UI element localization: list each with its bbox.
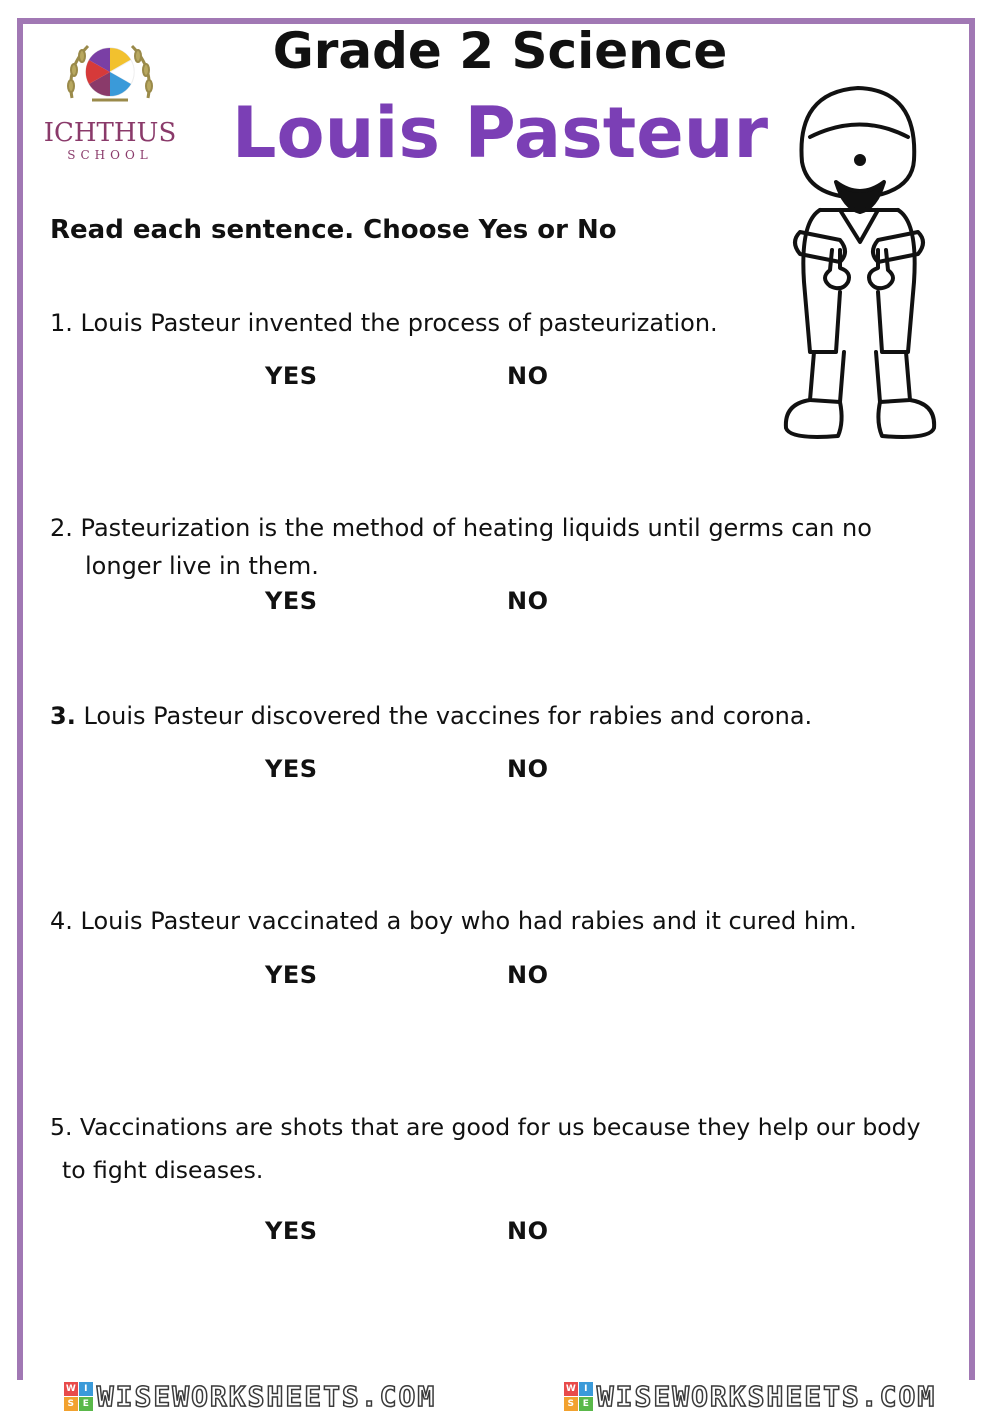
q5-no-option[interactable]: NO xyxy=(507,1217,549,1245)
q5-yes-option[interactable]: YES xyxy=(265,1217,318,1245)
question-text: Louis Pasteur discovered the vaccines for rabies and corona. xyxy=(83,702,813,730)
q2-no-option[interactable]: NO xyxy=(507,587,549,615)
footer-watermark xyxy=(0,1379,1000,1413)
question-text: Louis Pasteur invented the process of pasteurization. xyxy=(80,309,718,337)
question-text: Pasteurization is the method of heating liquids until germs can no xyxy=(80,514,872,542)
question-4 xyxy=(50,902,955,940)
logo-emblem-icon xyxy=(62,38,158,120)
question-number: 3. xyxy=(50,702,76,730)
question-text: Vaccinations are shots that are good for us because they help our body xyxy=(79,1113,921,1141)
school-name: ICHTHUS xyxy=(43,118,177,148)
watermark-logo-icon: W I S E xyxy=(64,1382,93,1411)
school-subtitle: SCHOOL xyxy=(67,148,153,162)
question-text-continued: to fight diseases. xyxy=(62,1156,264,1184)
q2-yes-option[interactable]: YES xyxy=(265,587,318,615)
watermark-text: WISEWORKSHEETS.COM xyxy=(596,1379,937,1413)
question-number: 1. xyxy=(50,309,73,337)
page-title: Louis Pasteur xyxy=(231,92,769,174)
question-1 xyxy=(50,304,955,342)
question-number: 5. xyxy=(50,1113,73,1141)
q1-yes-option[interactable]: YES xyxy=(265,362,318,390)
question-text: Louis Pasteur vaccinated a boy who had rabies and it cured him. xyxy=(80,907,857,935)
q1-no-option[interactable]: NO xyxy=(507,362,549,390)
school-logo xyxy=(40,38,180,168)
question-2 xyxy=(50,509,955,585)
question-3 xyxy=(50,697,955,735)
watermark-text: WISEWORKSHEETS.COM xyxy=(96,1379,437,1413)
q4-no-option[interactable]: NO xyxy=(507,961,549,989)
watermark xyxy=(64,1380,436,1413)
scientist-illustration xyxy=(780,82,940,457)
q3-yes-option[interactable]: YES xyxy=(265,755,318,783)
question-5 xyxy=(50,1108,975,1189)
question-number: 2. xyxy=(50,514,73,542)
q4-yes-option[interactable]: YES xyxy=(265,961,318,989)
grade-heading: Grade 2 Science xyxy=(272,22,728,80)
watermark-logo-icon: W I S E xyxy=(564,1382,593,1411)
question-text-continued: longer live in them. xyxy=(85,552,319,580)
watermark xyxy=(564,1380,936,1413)
question-number: 4. xyxy=(50,907,73,935)
instructions: Read each sentence. Choose Yes or No xyxy=(50,215,617,245)
q3-no-option[interactable]: NO xyxy=(507,755,549,783)
